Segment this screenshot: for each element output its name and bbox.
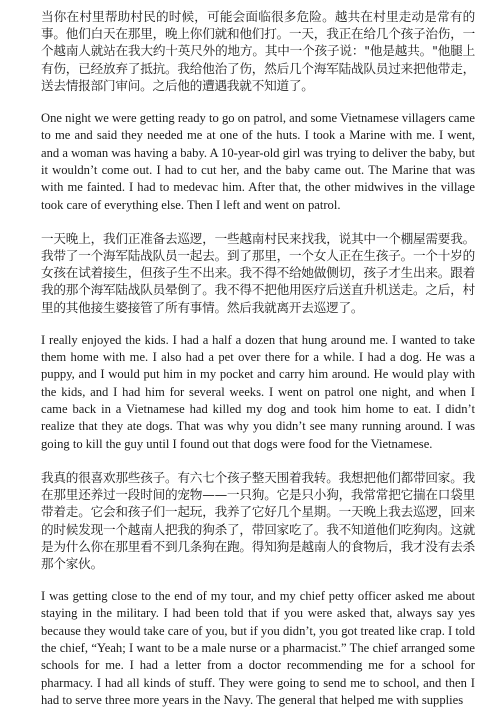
paragraph-chinese-3: 我真的很喜欢那些孩子。有六七个孩子整天围着我转。我想把他们都带回家。我在那里还养过一段时间的宠物——一只狗。它是只小狗，我常常把它揣在口袋里带着走。它会和孩子们一起玩，我养了它好几个星期。一天晚上我去巡逻，回来的时候发现一个越南人把我的狗杀了，带回家吃了。我不知道他们吃狗肉。这就是为什么你在那里看不到几条狗在跑。得知狗是越南人的食物后，我才没有去杀那个家伙。 — [41, 469, 475, 571]
paragraph-chinese-2: 一天晚上，我们正准备去巡逻，一些越南村民来找我，说其中一个棚屋需要我。我带了一个海军陆战队员一起去。到了那里，一个女人正在生孩子。一个十岁的女孩在试着接生，但孩子生不出来。我不得不给她做侧切，孩子才生出来。跟着我的那个海军陆战队员晕倒了。我不得不把他用医疗后送直升机送走。之后，村里的其他接生婆接管了所有事情。然后我就离开去巡逻了。 — [41, 230, 475, 315]
paragraph-english-1: One night we were getting ready to go on patrol, and some Vietnamese villagers came to me and said they needed me at one of the huts. I took a Marine with me. I went, and a woman was having a baby. A 10-year-old girl was trying to deliver the baby, but it wouldn’t come out. I had to cut her, and the baby came out. The Marine that was with me fainted. I had to medevac him. After that, the other midwives in the village took care of everything else. Then I left and went on patrol. — [41, 111, 475, 212]
paragraph-chinese-1: 当你在村里帮助村民的时候，可能会面临很多危险。越共在村里走动是常有的事。他们白天在那里，晚上你们就和他们打。一天，我正在给几个孩子治伤，一个越南人就站在我大约十英尺外的地方。其中一个孩子说："他是越共。"他腿上有伤，已经放弃了抵抗。我给他治了伤，然后几个海军陆战队员过来把他带走，送去情报部门审问。之后他的遭遇我就不知道了。 — [41, 9, 475, 93]
paragraph-english-2: I really enjoyed the kids. I had a half a dozen that hung around me. I wanted to take them home with me. I also had a pet over there for a while. I had a dog. He was a puppy, and I would put him in my pocket and carry him around. He would play with the kids, and I had him for several weeks. I went on patrol one night, and when I came back in a Vietnamese had killed my dog and took him home to eat. I didn’t realize that they ate dogs. That was why you didn’t see many running around. I was going to kill the guy until I found out that dogs were food for the Vietnamese. — [41, 332, 475, 451]
paragraph-english-3: I was getting close to the end of my tour, and my chief petty officer asked me about staying in the military. I had been told that if you were asked that, always say yes because they would take care of you, but if you didn’t, you got treated like crap. I told the chief, “Yeah; I want to be a male nurse or a pharmacist.” The chief arranged some schools for me. I had a letter from a doctor recommending me for a school for pharmacy. I had all kinds of stuff. They were going to send me to school, and then I had to serve three more years in the Navy. The general that helped me with supplies — [41, 589, 475, 707]
